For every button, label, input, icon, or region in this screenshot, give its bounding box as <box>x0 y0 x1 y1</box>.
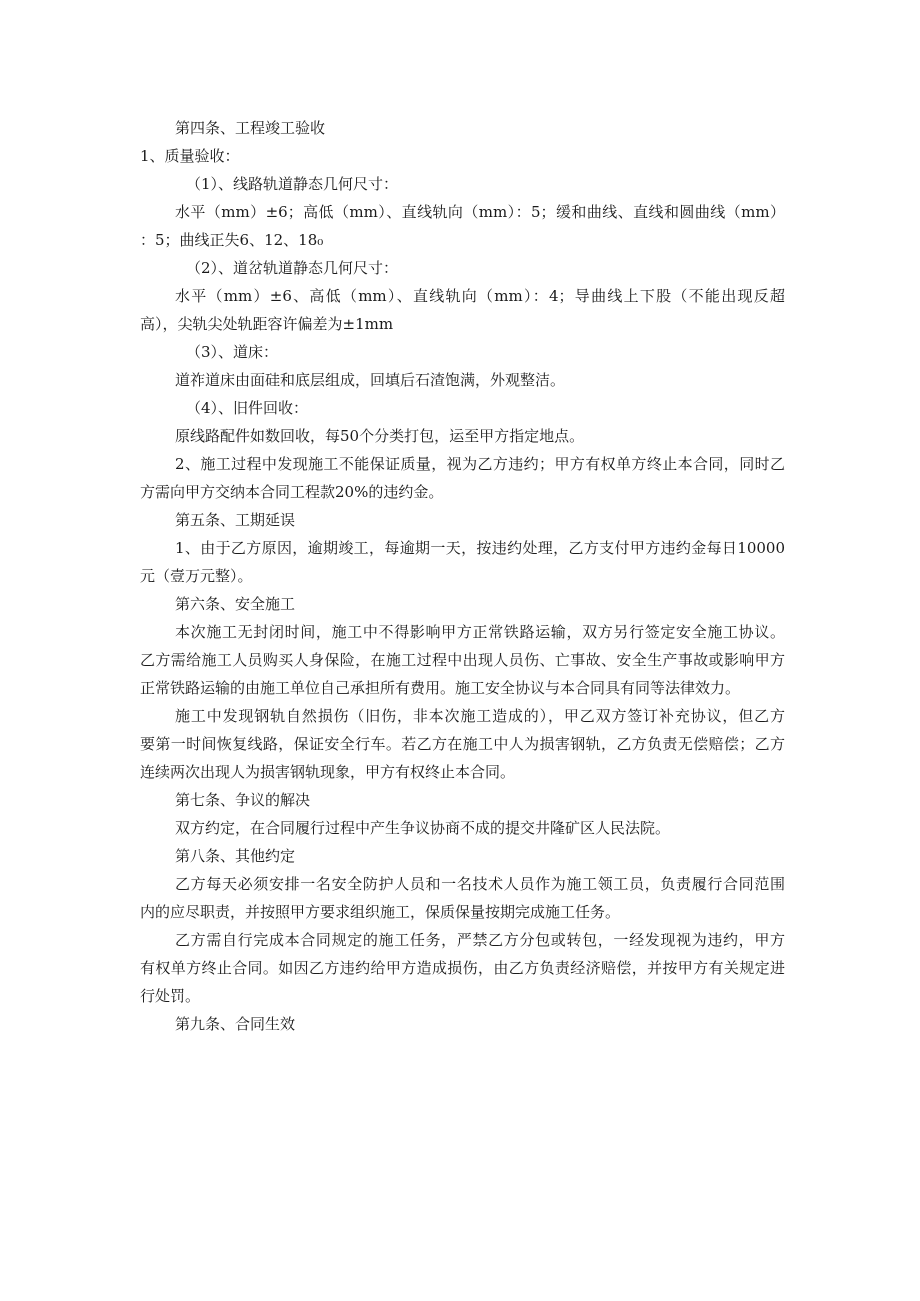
article-8-heading: 第八条、其他约定 <box>175 847 296 865</box>
other-p2-line-1: 乙方需自行完成本合同规定的施工任务，严禁乙方分包或转包，一经发现视为违约，甲方 <box>175 931 785 949</box>
other-p2-line-2: 有权单方终止合同。如因乙方违约给甲方造成损伤，由乙方负责经济赔偿，并按甲方有关规定进 <box>140 959 785 977</box>
safety-p1-line-1: 本次施工无封闭时间，施工中不得影响甲方正常铁路运输，双方另行签定安全施工协议。 <box>175 623 785 641</box>
safety-p2-line-2: 要第一时间恢复线路，保证安全行车。若乙方在施工中人为损害钢轨，乙方负责无偿赔偿；乙方 <box>140 735 785 753</box>
quality-breach-line-1: 2、施工过程中发现施工不能保证质量，视为乙方违约；甲方有权单方终止本合同，同时乙 <box>175 455 785 473</box>
switch-geometry-line-1: 水平（mm）±6、高低（mm）、直线轨向（mm）：4；导曲线上下股（不能出现反超 <box>175 287 785 305</box>
quality-breach-line-2: 方需向甲方交纳本合同工程款20%的违约金。 <box>140 483 444 501</box>
safety-p2-line-1: 施工中发现钢轨自然损伤（旧伤，非本次施工造成的），甲乙双方签订补充协议，但乙方 <box>175 707 785 725</box>
other-p1-line-1: 乙方每天必须安排一名安全防护人员和一名技术人员作为施工领工员，负责履行合同范围 <box>175 875 785 893</box>
switch-geometry-line-2: 高），尖轨尖处轨距容许偏差为±1mm <box>140 315 394 333</box>
track-geometry-line-1: 水平（mm）±6；高低（mm）、直线轨向（mm）：5；缓和曲线、直线和圆曲线（mm） <box>175 203 785 221</box>
ballast-heading: （3）、道床： <box>186 343 279 361</box>
track-geometry-line-2: ：5；曲线正失6、12、18₀ <box>140 231 324 249</box>
ballast-line-1: 道祚道床由面硅和底层组成，回填后石渣饱满，外观整洁。 <box>175 371 566 389</box>
article-9-heading: 第九条、合同生效 <box>175 1015 296 1033</box>
article-4-heading: 第四条、工程竣工验收 <box>175 119 326 137</box>
safety-p1-line-3: 正常铁路运输的由施工单位自己承担所有费用。施工安全协议与本合同具有同等法律效力。 <box>140 679 741 697</box>
article-5-heading: 第五条、工期延误 <box>175 511 296 529</box>
delay-line-1: 1、由于乙方原因，逾期竣工，每逾期一天，按违约处理，乙方支付甲方违约金每日10000 <box>175 539 785 557</box>
track-geometry-heading: （1）、线路轨道静态几何尺寸： <box>186 175 399 193</box>
quality-acceptance-heading: 1、质量验收： <box>140 147 240 165</box>
delay-line-2: 元（壹万元整）。 <box>140 567 253 585</box>
recycling-heading: （4）、旧件回收： <box>186 399 309 417</box>
safety-p2-line-3: 连续两次出现人为损害钢轨现象，甲方有权终止本合同。 <box>140 763 516 781</box>
article-6-heading: 第六条、安全施工 <box>175 595 296 613</box>
dispute-line-1: 双方约定，在合同履行过程中产生争议协商不成的提交井隆矿区人民法院。 <box>175 819 671 837</box>
article-7-heading: 第七条、争议的解决 <box>175 791 311 809</box>
switch-geometry-heading: （2）、道岔轨道静态几何尺寸： <box>186 259 399 277</box>
recycling-line-1: 原线路配件如数回收，每50个分类打包，运至甲方指定地点。 <box>175 427 585 445</box>
other-p2-line-3: 行处罚。 <box>140 987 201 1005</box>
other-p1-line-2: 内的应尽职责，并按照甲方要求组织施工，保质保量按期完成施工任务。 <box>140 903 621 921</box>
safety-p1-line-2: 乙方需给施工人员购买人身保险，在施工过程中出现人员伤、亡事故、安全生产事故或影响甲方 <box>140 651 785 669</box>
